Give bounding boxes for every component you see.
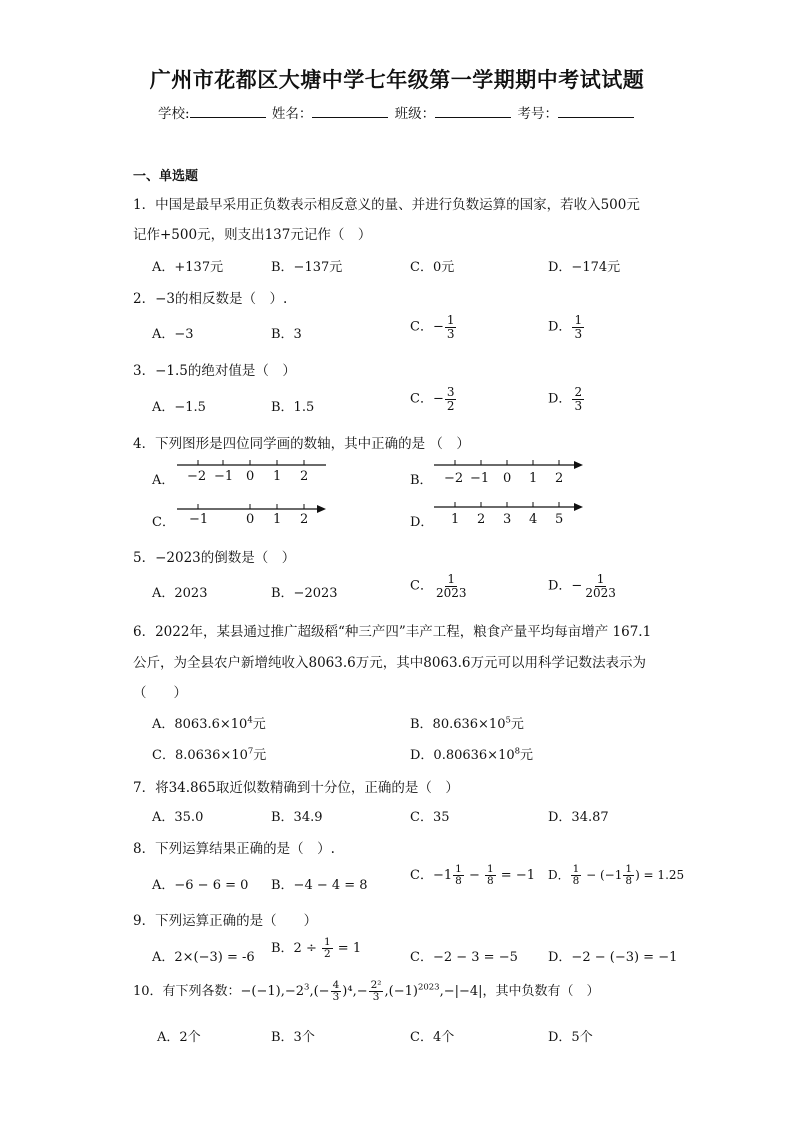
school-blank[interactable]: [190, 104, 266, 118]
q10-option-b[interactable]: B．3个: [271, 1030, 315, 1045]
q1-option-d[interactable]: D．−174元: [548, 260, 621, 275]
question-8: 8．下列运算结果正确的是（ ）.: [133, 841, 335, 857]
q2-option-d[interactable]: D． $\frac{1}{3}$: [548, 313, 583, 341]
q7-option-c[interactable]: C．35: [410, 810, 450, 825]
q1-option-a[interactable]: A．+137元: [152, 260, 224, 275]
question-2: 2．−3的相反数是（ ）.: [133, 291, 288, 307]
question-9: 9．下列运算正确的是（ ）: [133, 913, 318, 929]
q4d-tick-label: 2: [477, 512, 486, 527]
tick-marks: [455, 502, 559, 507]
q3-option-d[interactable]: D． $\frac{2}{3}$: [548, 385, 583, 413]
q3-option-a[interactable]: A．−1.5: [152, 400, 206, 415]
section-title: 一、单选题: [133, 169, 199, 184]
q5-option-c[interactable]: C． $\frac{1}{2023}$: [410, 572, 467, 600]
q1-option-c[interactable]: C．0元: [410, 260, 455, 275]
question-4: 4．下列图形是四位同学画的数轴，其中正确的是 （ ）: [133, 436, 470, 452]
q4d-tick-label: 4: [529, 512, 538, 527]
q10-option-c[interactable]: C．4个: [410, 1030, 455, 1045]
q4a-tick-label: 2: [300, 469, 309, 484]
question-10: 10．有下列各数：$-(-1),-2^3,(-$ $\frac{4}{3}$ )⁴,− $\frac{\text{2²}}{3}$ $,(-1)^{2023},-|-4|$，其中负数有（ ）: [133, 979, 600, 1004]
question-5: 5．−2023的倒数是（ ）: [133, 550, 296, 566]
q5-option-d[interactable]: D．− $\frac{1}{2023}$: [548, 572, 616, 600]
q9-option-b[interactable]: B．2 ÷ $\frac{1}{2}$ = 1: [271, 936, 362, 961]
exam-no-blank[interactable]: [558, 104, 634, 118]
q9-option-d[interactable]: D．−2 − (−3) = −1: [548, 950, 678, 965]
q7-option-d[interactable]: D．34.87: [548, 810, 609, 825]
q4-option-a-label[interactable]: A．: [152, 473, 175, 488]
q4d-tick-label: 5: [555, 512, 564, 527]
question-7: 7．将34.865取近似数精确到十分位，正确的是（ ）: [133, 780, 459, 796]
q7-option-b[interactable]: B．34.9: [271, 810, 323, 825]
q6-option-a[interactable]: A．$8063.6\times 10^4$元: [152, 715, 266, 732]
q4d-tick-label: 3: [503, 512, 512, 527]
q1-option-b[interactable]: B．−137元: [271, 260, 343, 275]
tick-marks: [198, 504, 304, 509]
q6-option-d[interactable]: D．$0.80636\times 10^8$元: [410, 746, 534, 763]
name-label: 姓名：: [271, 106, 313, 122]
q8-option-b[interactable]: B．−4 − 4 = 8: [271, 878, 368, 893]
q10-option-a[interactable]: A．2个: [157, 1030, 201, 1045]
q2-option-c[interactable]: C．− $\frac{1}{3}$: [410, 313, 455, 341]
q4a-tick-label: −2: [187, 469, 207, 484]
q6-option-b[interactable]: B．$80.636\times 10^5$元: [410, 715, 524, 732]
q2-option-b[interactable]: B．3: [271, 327, 302, 342]
student-info-line: [0, 102, 794, 122]
q4c-tick-label: 2: [300, 512, 309, 527]
q8-option-d[interactable]: D． $\frac{1}{8}$ − (−1 $\frac{1}{8}$ ) = 1.25: [548, 863, 685, 888]
q4b-tick-label: 1: [529, 471, 538, 486]
q4-option-c-label[interactable]: C．: [152, 515, 175, 530]
q10-option-d[interactable]: D．5个: [548, 1030, 593, 1045]
arrow-head: [317, 505, 326, 513]
q4a-tick-label: 0: [246, 469, 255, 484]
q4a-tick-label: −1: [214, 469, 234, 484]
class-label: 班级：: [394, 106, 436, 122]
question-1-line1: 1．中国是最早采用正负数表示相反意义的量、并进行负数运算的国家，若收入500元: [133, 197, 640, 213]
question-6-line2: 公斤，为全县农户新增纯收入8063.6万元，其中8063.6万元可以用科学记数法表示为: [133, 655, 646, 671]
q9-option-c[interactable]: C．−2 − 3 = −5: [410, 950, 518, 965]
q3-option-b[interactable]: B．1.5: [271, 400, 315, 415]
q4a-tick-label: 1: [273, 469, 282, 484]
q8-option-c[interactable]: C．−1 $\frac{1}{8}$ − $\frac{1}{8}$ = −1: [410, 863, 535, 888]
question-6-line3: （ ）: [133, 685, 187, 701]
tick-marks: [198, 460, 304, 465]
page-title: 广州市花都区大塘中学七年级第一学期期中考试试题: [149, 67, 645, 92]
q4c-tick-label: 0: [246, 512, 255, 527]
q3-option-c[interactable]: C．− $\frac{3}{2}$: [410, 385, 455, 413]
q2-option-a[interactable]: A．−3: [152, 327, 194, 342]
q5-option-b[interactable]: B．−2023: [271, 586, 338, 601]
q8-option-a[interactable]: A．−6 − 6 = 0: [152, 878, 249, 893]
arrow-head: [574, 461, 583, 469]
school-label: 学校:: [158, 106, 190, 122]
arrow-head: [574, 503, 583, 511]
q9-option-a[interactable]: A．2×(−3) = -6: [152, 950, 255, 965]
q4c-tick-label: 1: [273, 512, 282, 527]
class-blank[interactable]: [435, 104, 511, 118]
question-6-line1: 6．2022年，某县通过推广超级稻“种三产四”丰产工程，粮食产量平均每亩增产 167.1: [133, 624, 652, 640]
q7-option-a[interactable]: A．35.0: [152, 810, 204, 825]
tick-marks: [455, 460, 559, 465]
q5-option-a[interactable]: A．2023: [152, 586, 208, 601]
q4b-tick-label: 2: [555, 471, 564, 486]
q4-option-d-label[interactable]: D．: [410, 515, 434, 530]
name-blank[interactable]: [312, 104, 388, 118]
q4c-tick-label: −1: [189, 512, 209, 527]
q4b-tick-label: −1: [470, 471, 490, 486]
exam-no-label: 考号：: [517, 106, 558, 122]
q4b-tick-label: −2: [444, 471, 464, 486]
q4d-tick-label: 1: [451, 512, 460, 527]
q4b-tick-label: 0: [503, 471, 512, 486]
question-3: 3．−1.5的绝对值是（ ）: [133, 363, 296, 379]
question-1-line2: 记作+500元，则支出137元记作（ ）: [133, 227, 372, 243]
q4-option-b-label[interactable]: B．: [410, 473, 433, 488]
q6-option-c[interactable]: C．$8.0636\times 10^7$元: [152, 746, 267, 763]
